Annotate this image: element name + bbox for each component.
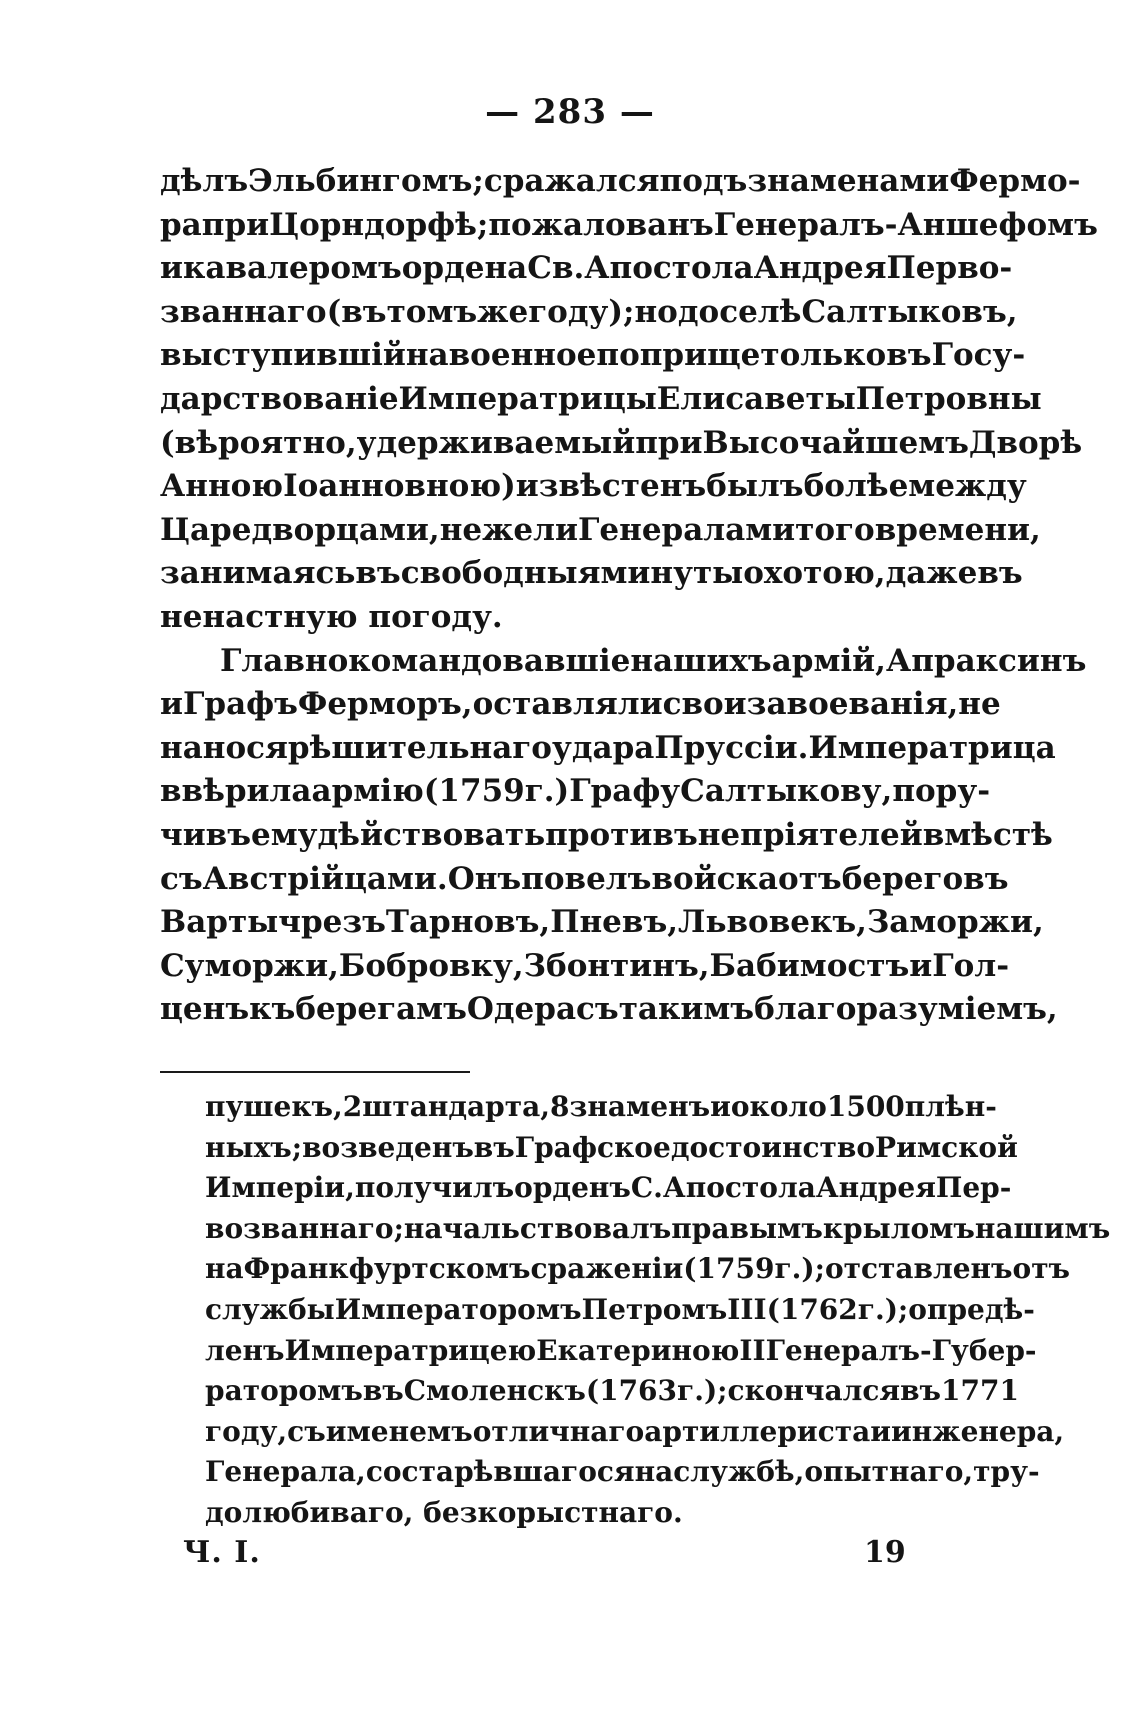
word: Цорндорфѣ;	[269, 206, 489, 243]
word: выступившій	[160, 337, 406, 374]
word: военное	[448, 337, 597, 374]
word: въ	[977, 555, 1023, 592]
word: Генерала,	[205, 1455, 366, 1489]
word: между	[908, 468, 1027, 505]
text-line	[160, 552, 1023, 596]
word: (1759	[683, 1252, 775, 1286]
word: Салтыковъ,	[801, 293, 1018, 330]
word: Тарновъ,	[385, 904, 551, 941]
word: завоеванія,	[746, 686, 959, 723]
word: орденъ	[514, 1171, 631, 1205]
word: армію	[311, 773, 424, 810]
word: 1500	[826, 1090, 905, 1123]
word: въ	[362, 1374, 404, 1408]
word: С.	[630, 1171, 663, 1205]
word: пушекъ,	[205, 1090, 343, 1123]
word: Збонтинъ,	[523, 947, 710, 984]
word: въ	[355, 555, 401, 592]
word: Петровны	[855, 380, 1042, 417]
word: противъ	[545, 816, 698, 853]
word: 8	[549, 1090, 570, 1123]
word: съ	[287, 1414, 326, 1448]
word: Іоанновною)	[283, 468, 516, 505]
word: погоду.	[368, 598, 503, 635]
word: при	[635, 424, 703, 461]
footnote-line	[205, 1087, 997, 1128]
word: Петромъ	[581, 1292, 728, 1326]
word: Апостола	[584, 250, 754, 287]
footnote-line	[205, 1371, 1019, 1412]
word: Смоленскъ	[403, 1374, 586, 1408]
word: дѣлъ	[160, 163, 249, 199]
word: минуты	[600, 555, 744, 592]
word: (вѣроятно,	[160, 424, 357, 461]
word: Франкфуртскомъ	[243, 1252, 531, 1286]
word: нашимъ	[974, 1211, 1111, 1245]
word: Апостола	[662, 1171, 816, 1205]
word: чивъ	[160, 816, 252, 853]
text-line	[160, 988, 1058, 1032]
word: III	[727, 1292, 767, 1326]
word: Св.	[527, 250, 585, 287]
text-line	[160, 683, 1001, 727]
text-line	[160, 334, 1026, 378]
word: же	[477, 293, 529, 330]
word: и	[870, 1414, 892, 1448]
footnote-line	[205, 1128, 1018, 1169]
word: армій,	[771, 642, 886, 679]
word: Римской	[875, 1130, 1018, 1164]
word: Императрицею	[284, 1333, 537, 1367]
word: службѣ,	[673, 1455, 805, 1489]
word: плѣн-	[904, 1090, 997, 1123]
word: службы	[205, 1292, 335, 1326]
footnote-line	[205, 1290, 1035, 1331]
word: войска	[651, 860, 779, 897]
word: на	[634, 1455, 674, 1489]
text-line	[160, 770, 991, 814]
word: Перво-	[886, 250, 1013, 287]
word: такимъ	[618, 991, 755, 1028]
word: съ	[160, 860, 203, 897]
word: благоразуміемъ,	[754, 991, 1058, 1028]
word: Анною	[160, 468, 284, 505]
footnote-line	[205, 1412, 1065, 1453]
word: званнаго	[160, 293, 327, 330]
word: Пневъ,	[550, 904, 679, 941]
word: повелъ	[521, 860, 652, 897]
word: знаменами	[747, 163, 950, 199]
word: Пруссіи.	[654, 729, 809, 766]
word: нежели	[439, 511, 578, 548]
word: къ	[249, 991, 296, 1028]
word: артиллериста	[644, 1414, 871, 1448]
word: 1771	[941, 1374, 1019, 1408]
word: сраженіи	[530, 1252, 684, 1286]
text-line	[160, 291, 1018, 335]
word: инженера,	[891, 1414, 1065, 1448]
word: поприще	[596, 337, 761, 374]
main-text	[160, 160, 1098, 1032]
word: Екатериною	[536, 1333, 740, 1367]
word: году,	[205, 1414, 288, 1448]
word: охотою,	[743, 555, 886, 592]
word: Высочайшемъ	[702, 424, 969, 461]
word: Гол-	[932, 947, 1010, 984]
word: г.);	[677, 1374, 728, 1408]
word: 2	[342, 1090, 363, 1123]
word: Суморжи,	[160, 947, 339, 984]
word: году);	[528, 293, 635, 330]
text-line	[160, 640, 1087, 684]
word: рѣшительнаго	[287, 729, 552, 766]
word: извѣстенъ	[515, 468, 707, 505]
word: дѣйствовать	[317, 816, 546, 853]
word: Бабимостъ	[709, 947, 910, 984]
word: Графъ	[183, 686, 298, 723]
word: Эльбингомъ;	[248, 163, 484, 199]
word: состарѣвшагося	[365, 1455, 635, 1489]
word: въ	[473, 1130, 515, 1164]
text-line	[160, 814, 1053, 858]
word: чрезъ	[278, 904, 386, 941]
word: былъ	[706, 468, 804, 505]
word: опытнаго,	[804, 1455, 974, 1489]
sheet-number: 19	[864, 1535, 906, 1570]
word: г.);	[774, 1252, 825, 1286]
text-line	[160, 509, 1041, 553]
word: подъ	[659, 163, 748, 199]
text-line	[160, 901, 1044, 945]
word: ордена	[401, 250, 528, 287]
word: Варты	[160, 904, 279, 941]
word: только	[760, 337, 887, 374]
word: Графское	[514, 1130, 671, 1164]
word: времени,	[874, 511, 1041, 548]
footnote-line	[205, 1493, 982, 1534]
word: и	[710, 1090, 731, 1123]
word: отъ	[778, 860, 842, 897]
word: Графу	[569, 773, 681, 810]
word: вмѣстѣ	[922, 816, 1053, 853]
word: скончался	[727, 1374, 901, 1408]
word: при	[201, 206, 270, 243]
text-line	[160, 247, 1013, 291]
word: около	[730, 1090, 827, 1123]
word: ему	[251, 816, 318, 853]
word: Имперіи,	[205, 1171, 355, 1205]
word: (1763	[585, 1374, 678, 1408]
footnote-line	[205, 1331, 1037, 1372]
word: не	[958, 686, 1001, 723]
word: именемъ	[325, 1414, 473, 1448]
footnote-line	[205, 1452, 1040, 1493]
word: ныхъ;	[205, 1130, 303, 1164]
word: долюбиваго,	[205, 1495, 424, 1529]
page-number: — 283 —	[485, 92, 655, 132]
word: доселѣ	[677, 293, 802, 330]
word: пожалованъ	[488, 206, 714, 243]
word: съ	[576, 991, 619, 1028]
word: опредѣ-	[908, 1292, 1035, 1326]
word: свои	[662, 686, 747, 723]
footnote-line	[205, 1249, 1071, 1290]
word: (въ	[326, 293, 387, 330]
word: получилъ	[354, 1171, 515, 1205]
word: г.)	[524, 773, 570, 810]
footnote-line	[205, 1209, 1111, 1250]
word: г.);	[857, 1292, 909, 1326]
word: Андрея	[753, 250, 887, 287]
word: возведенъ	[302, 1130, 474, 1164]
word: Андрея	[815, 1171, 936, 1205]
word: начальствовалъ	[403, 1211, 672, 1245]
word: отъ	[1012, 1252, 1071, 1286]
word: даже	[885, 555, 978, 592]
word: достоинство	[670, 1130, 876, 1164]
text-line	[160, 945, 1010, 989]
word: Онъ	[447, 860, 522, 897]
word: берегамъ	[295, 991, 467, 1028]
word: нашихъ	[630, 642, 772, 679]
word: дарствованіе	[160, 380, 399, 417]
text-line	[160, 422, 1083, 466]
word: ценъ	[160, 991, 250, 1028]
word: Генералами	[578, 511, 796, 548]
word: Бобровку,	[338, 947, 524, 984]
word: сражался	[483, 163, 660, 199]
word: Пер-	[935, 1171, 1012, 1205]
word: Ферморъ,	[297, 686, 473, 723]
word: кавалеромъ	[183, 250, 402, 287]
word: Одера	[466, 991, 577, 1028]
word: Австрійцами.	[202, 860, 448, 897]
word: оставляли	[472, 686, 663, 723]
word: но	[634, 293, 678, 330]
word: удара	[551, 729, 655, 766]
word: пору-	[892, 773, 991, 810]
word: Генералъ-Губер-	[765, 1333, 1037, 1367]
word: нанося	[160, 729, 288, 766]
word: правымъ	[671, 1211, 823, 1245]
word: отставленъ	[824, 1252, 1013, 1286]
footnote-line	[205, 1168, 1012, 1209]
word: Императрицы	[398, 380, 657, 417]
word: раторомъ	[205, 1374, 363, 1408]
text-line	[160, 596, 982, 640]
word: на	[405, 337, 449, 374]
word: Салтыкову,	[680, 773, 893, 810]
text-line	[160, 465, 1027, 509]
word: Фермо-	[949, 163, 1081, 199]
word: Госу-	[931, 337, 1026, 374]
word: Главнокомандовавшіе	[220, 642, 631, 679]
signature-mark: Ч. I.	[183, 1535, 261, 1570]
word: удерживаемый	[356, 424, 636, 461]
word: Генералъ-Аншефомъ	[713, 206, 1098, 243]
word: отличнаго	[472, 1414, 645, 1448]
word: и	[160, 250, 183, 287]
text-line	[160, 727, 1056, 771]
word: Дворѣ	[968, 424, 1083, 461]
footnote-divider	[160, 1071, 470, 1073]
word: Заморжи,	[866, 904, 1044, 941]
text-line	[160, 378, 1042, 422]
word: въ	[900, 1374, 942, 1408]
word: того	[795, 511, 875, 548]
word: ленъ	[205, 1333, 285, 1367]
word: ненастную	[160, 598, 369, 635]
word: II	[739, 1333, 766, 1367]
word: Императрица	[808, 729, 1056, 766]
word: томъ	[386, 293, 478, 330]
word: штандарта,	[362, 1090, 550, 1123]
word: и	[909, 947, 933, 984]
word: безкорыстнаго.	[423, 1495, 683, 1529]
word: на	[205, 1252, 244, 1286]
word: Апраксинъ	[885, 642, 1087, 679]
text-line	[160, 858, 1009, 902]
word: знаменъ	[569, 1090, 711, 1123]
word: Царедворцами,	[160, 511, 440, 548]
word: возваннаго;	[205, 1211, 404, 1245]
footnote	[205, 1087, 1111, 1534]
word: (1762	[766, 1292, 858, 1326]
word: болѣе	[803, 468, 909, 505]
word: Императоромъ	[334, 1292, 582, 1326]
word: ввѣрила	[160, 773, 312, 810]
word: тру-	[973, 1455, 1040, 1489]
word: ра	[160, 206, 202, 243]
word: непріятелей	[697, 816, 923, 853]
word: береговъ	[841, 860, 1009, 897]
text-line	[160, 160, 1081, 204]
word: крыломъ	[822, 1211, 975, 1245]
text-line	[160, 204, 1098, 248]
word: Елисаветы	[656, 380, 856, 417]
word: въ	[886, 337, 932, 374]
word: и	[160, 686, 183, 723]
word: свободныя	[400, 555, 601, 592]
word: занимаясь	[160, 555, 356, 592]
word: Львовекъ,	[678, 904, 867, 941]
word: (1759	[423, 773, 525, 810]
